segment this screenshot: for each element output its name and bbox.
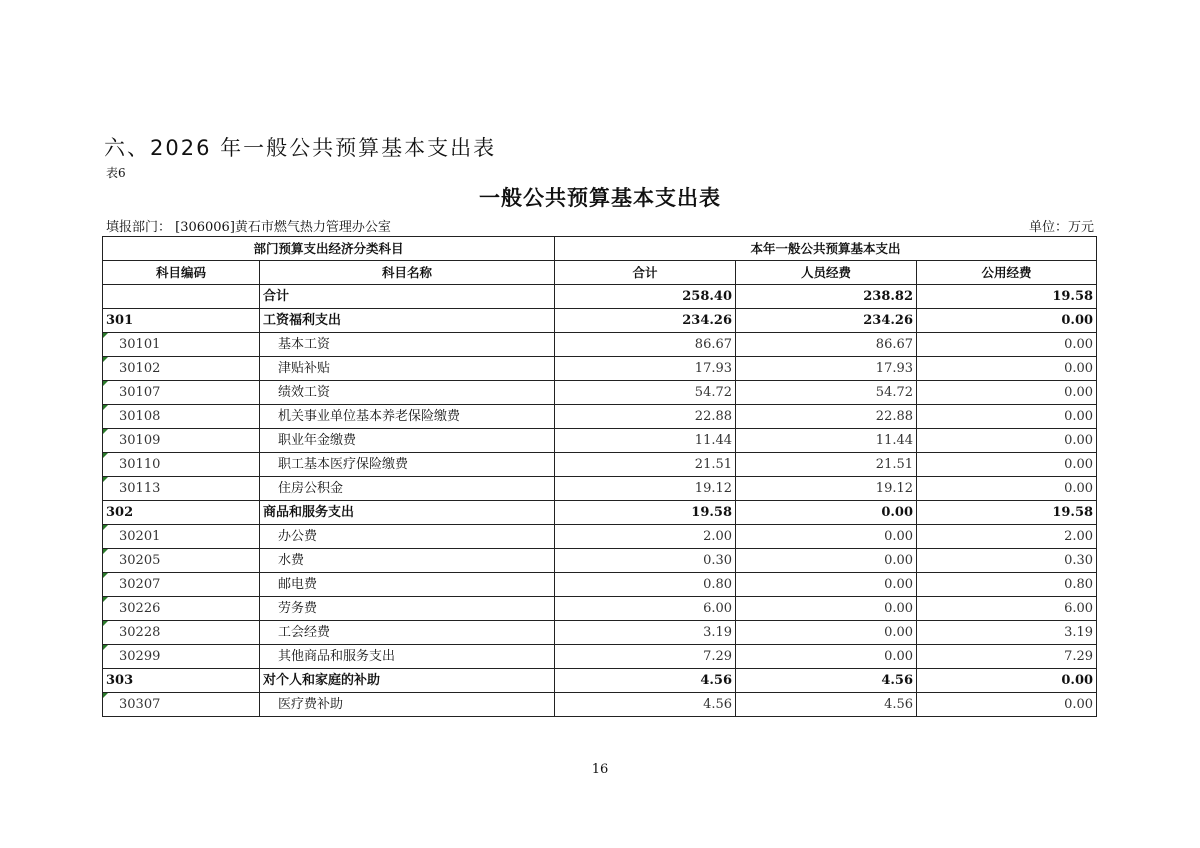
cell-total: 4.56: [555, 669, 736, 693]
cell-total: 21.51: [555, 453, 736, 477]
table-row: [103, 573, 1097, 597]
table-row: [103, 381, 1097, 405]
table-row: [103, 549, 1097, 573]
table-title: 一般公共预算基本支出表: [479, 186, 721, 210]
header-economic-classification: 部门预算支出经济分类科目: [103, 237, 555, 261]
cell-code: 30113: [103, 477, 260, 501]
cell-total: 11.44: [555, 429, 736, 453]
cell-personnel: 0.00: [736, 549, 917, 573]
cell-code: 30299: [103, 645, 260, 669]
cell-code: 30226: [103, 597, 260, 621]
cell-public: 19.58: [917, 501, 1097, 525]
cell-code: 30107: [103, 381, 260, 405]
cell-public: 2.00: [917, 525, 1097, 549]
cell-name: 劳务费: [260, 597, 555, 621]
cell-personnel: 54.72: [736, 381, 917, 405]
cell-code: 30205: [103, 549, 260, 573]
header-basic-expenditure: 本年一般公共预算基本支出: [555, 237, 1097, 261]
table-number: 表6: [106, 166, 126, 180]
cell-total: 0.80: [555, 573, 736, 597]
cell-public: 7.29: [917, 645, 1097, 669]
header-name: 科目名称: [260, 261, 555, 285]
cell-public: 0.30: [917, 549, 1097, 573]
cell-public: 0.00: [917, 477, 1097, 501]
table-body: [103, 285, 1097, 717]
cell-personnel: 234.26: [736, 309, 917, 333]
cell-public: 0.00: [917, 333, 1097, 357]
cell-public: 6.00: [917, 597, 1097, 621]
table-row: [103, 669, 1097, 693]
cell-code: 30207: [103, 573, 260, 597]
header-total: 合计: [555, 261, 736, 285]
cell-personnel: 0.00: [736, 645, 917, 669]
cell-total: 3.19: [555, 621, 736, 645]
cell-code: 30228: [103, 621, 260, 645]
cell-total: 258.40: [555, 285, 736, 309]
cell-code: [103, 285, 260, 309]
cell-code: 30101: [103, 333, 260, 357]
section-heading: 六、2026 年一般公共预算基本支出表: [104, 136, 497, 160]
cell-name: 合计: [260, 285, 555, 309]
cell-total: 22.88: [555, 405, 736, 429]
table-row: [103, 357, 1097, 381]
cell-total: 86.67: [555, 333, 736, 357]
cell-public: 0.00: [917, 381, 1097, 405]
page-number: 16: [591, 762, 609, 777]
cell-name: 机关事业单位基本养老保险缴费: [260, 405, 555, 429]
cell-personnel: 238.82: [736, 285, 917, 309]
cell-total: 0.30: [555, 549, 736, 573]
cell-personnel: 19.12: [736, 477, 917, 501]
cell-code: 301: [103, 309, 260, 333]
header-personnel: 人员经费: [736, 261, 917, 285]
cell-personnel: 22.88: [736, 405, 917, 429]
cell-public: 0.00: [917, 405, 1097, 429]
cell-public: 0.80: [917, 573, 1097, 597]
cell-public: 0.00: [917, 429, 1097, 453]
cell-personnel: 4.56: [736, 693, 917, 717]
unit-label: 单位：万元: [1028, 220, 1094, 235]
cell-public: 0.00: [917, 357, 1097, 381]
cell-code: 30102: [103, 357, 260, 381]
cell-code: 30110: [103, 453, 260, 477]
cell-code: 30307: [103, 693, 260, 717]
cell-name: 津贴补贴: [260, 357, 555, 381]
cell-total: 2.00: [555, 525, 736, 549]
cell-name: 水费: [260, 549, 555, 573]
table-row: [103, 309, 1097, 333]
cell-public: 19.58: [917, 285, 1097, 309]
cell-name: 绩效工资: [260, 381, 555, 405]
cell-public: 3.19: [917, 621, 1097, 645]
cell-total: 17.93: [555, 357, 736, 381]
cell-total: 19.58: [555, 501, 736, 525]
cell-total: 19.12: [555, 477, 736, 501]
cell-personnel: 21.51: [736, 453, 917, 477]
cell-personnel: 4.56: [736, 669, 917, 693]
table-row: [103, 501, 1097, 525]
cell-total: 6.00: [555, 597, 736, 621]
cell-public: 0.00: [917, 693, 1097, 717]
table-row: [103, 597, 1097, 621]
table-row: [103, 453, 1097, 477]
cell-personnel: 0.00: [736, 525, 917, 549]
table-row: [103, 693, 1097, 717]
table-row: [103, 477, 1097, 501]
cell-personnel: 86.67: [736, 333, 917, 357]
budget-table: [102, 236, 1097, 717]
table-row: [103, 621, 1097, 645]
cell-personnel: 0.00: [736, 573, 917, 597]
cell-code: 303: [103, 669, 260, 693]
cell-total: 54.72: [555, 381, 736, 405]
cell-name: 邮电费: [260, 573, 555, 597]
cell-personnel: 17.93: [736, 357, 917, 381]
header-group-row: [103, 237, 1097, 261]
cell-name: 商品和服务支出: [260, 501, 555, 525]
cell-name: 医疗费补助: [260, 693, 555, 717]
cell-name: 职业年金缴费: [260, 429, 555, 453]
cell-name: 办公费: [260, 525, 555, 549]
cell-code: 30109: [103, 429, 260, 453]
cell-name: 住房公积金: [260, 477, 555, 501]
cell-public: 0.00: [917, 453, 1097, 477]
cell-name: 其他商品和服务支出: [260, 645, 555, 669]
cell-total: 234.26: [555, 309, 736, 333]
cell-name: 职工基本医疗保险缴费: [260, 453, 555, 477]
cell-personnel: 0.00: [736, 597, 917, 621]
cell-code: 30108: [103, 405, 260, 429]
cell-name: 工会经费: [260, 621, 555, 645]
cell-code: 302: [103, 501, 260, 525]
header-code: 科目编码: [103, 261, 260, 285]
cell-public: 0.00: [917, 309, 1097, 333]
table-row: [103, 525, 1097, 549]
header-public: 公用经费: [917, 261, 1097, 285]
cell-personnel: 0.00: [736, 621, 917, 645]
reporting-department: 填报部门： [306006]黄石市燃气热力管理办公室: [106, 220, 391, 235]
cell-name: 对个人和家庭的补助: [260, 669, 555, 693]
table-row: [103, 645, 1097, 669]
cell-personnel: 0.00: [736, 501, 917, 525]
cell-code: 30201: [103, 525, 260, 549]
cell-public: 0.00: [917, 669, 1097, 693]
cell-total: 4.56: [555, 693, 736, 717]
cell-name: 基本工资: [260, 333, 555, 357]
table-row: [103, 405, 1097, 429]
header-column-row: [103, 261, 1097, 285]
table-row: [103, 285, 1097, 309]
table-row: [103, 333, 1097, 357]
table-row: [103, 429, 1097, 453]
cell-name: 工资福利支出: [260, 309, 555, 333]
cell-total: 7.29: [555, 645, 736, 669]
cell-personnel: 11.44: [736, 429, 917, 453]
